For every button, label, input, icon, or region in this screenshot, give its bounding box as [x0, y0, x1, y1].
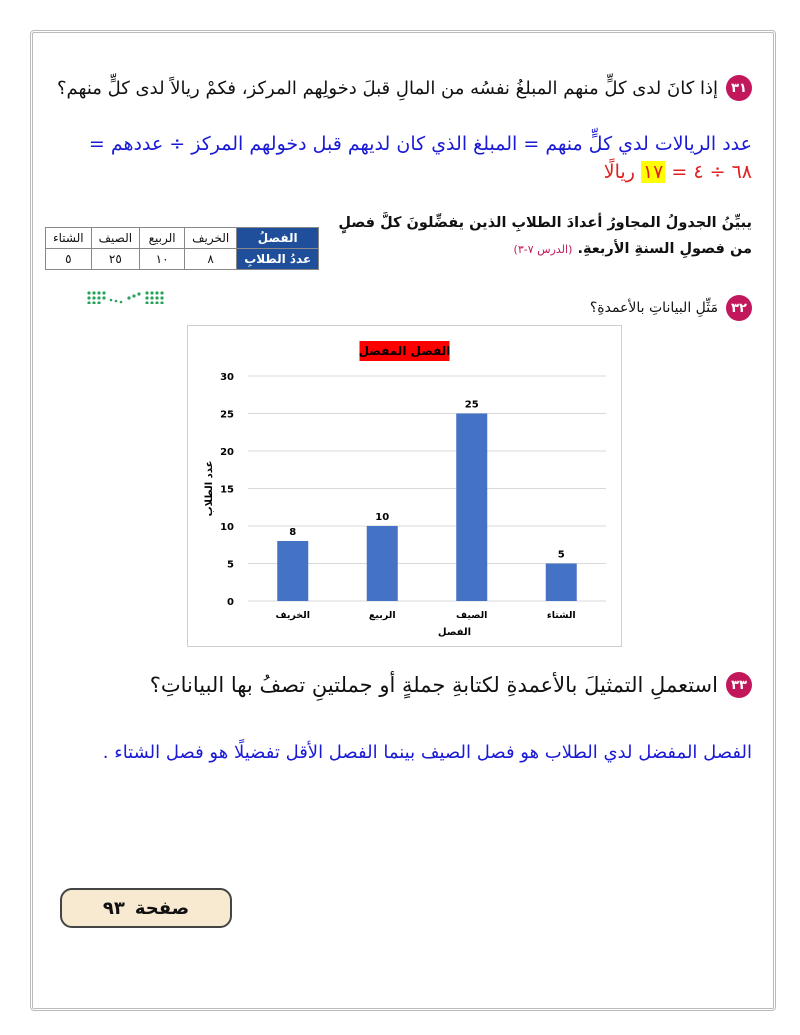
chart-title: الفصل المفضل — [358, 344, 451, 358]
y-tick-label: 10 — [220, 522, 234, 533]
bar-data-label: 8 — [289, 527, 297, 538]
table-cell: ١٠ — [140, 249, 185, 270]
question-31 — [57, 75, 752, 101]
table-header-cell: الفصلُ — [237, 228, 319, 249]
answer-unit: ريالًا — [603, 161, 635, 183]
table-cell: ٥ — [46, 249, 92, 270]
page-number-box — [60, 888, 232, 928]
chart-bar — [456, 414, 487, 602]
question-text: مَثِّلِ البياناتِ بالأعمدةِ؟ — [589, 300, 718, 316]
x-tick-label: الشتاء — [546, 610, 576, 621]
question-text: استعملِ التمثيلَ بالأعمدةِ لكتابةِ جملةٍ أو جملتينِ تصفُ بها البياناتِ؟ — [149, 673, 718, 697]
table-intro — [312, 210, 752, 263]
y-tick-label: 5 — [227, 559, 234, 571]
table-cell: الشتاء — [46, 228, 92, 249]
intro-text: يبيِّنُ الجدولُ المجاورُ أعدادَ الطلابِ الذين يفضِّلونَ كلَّ فصلٍ من فصولِ السنةِ الأربعةِ. — [338, 215, 752, 257]
question-number-badge: ٣٣ — [726, 672, 752, 698]
page-number: ٩٣ — [102, 897, 125, 919]
table-row — [46, 228, 319, 249]
x-tick-label: الربيع — [368, 610, 396, 621]
chart-bar — [367, 526, 398, 601]
x-axis-title: الفصل — [437, 627, 472, 638]
table-header-cell: عددُ الطلابِ — [237, 249, 319, 270]
chart-bar — [546, 564, 577, 602]
bar-chart-container — [187, 325, 622, 647]
table-cell: الخريف — [185, 228, 237, 249]
bar-data-label: 10 — [375, 512, 390, 523]
table-cell: الصيف — [91, 228, 139, 249]
table-cell: ٨ — [185, 249, 237, 270]
y-tick-label: 15 — [220, 484, 234, 496]
question-text: إذا كانَ لدى كلٍّ منهم المبلغُ نفسُه من المالِ قبلَ دخولِهم المركز، فكمْ ريالاً لدى كلٍّ منهم؟ — [57, 77, 718, 99]
answer-31 — [40, 130, 752, 186]
x-tick-label: الصيف — [456, 610, 488, 621]
lesson-reference: (الدرس ٧-٣) — [513, 243, 573, 256]
answer-line-1: عدد الريالات لدي كلٍّ منهم = المبلغ الذي كان لديهم قبل دخولهم المركز ÷ عددهم = — [88, 133, 752, 155]
y-axis-title: عدد الطلاب — [204, 460, 215, 517]
answer-line-2 — [40, 158, 752, 186]
table-cell: ٢٥ — [91, 249, 139, 270]
page-label: صفحة — [134, 897, 190, 919]
bar-data-label: 25 — [464, 399, 479, 411]
y-tick-label: 0 — [227, 597, 234, 608]
answer-33: الفصل المفضل لدي الطلاب هو فصل الصيف بينما الفصل الأقل تفضيلًا هو فصل الشتاء . — [102, 742, 752, 763]
y-tick-label: 30 — [220, 372, 234, 383]
bar-data-label: 5 — [557, 549, 565, 561]
decorative-dots-icon — [85, 290, 185, 304]
bar-chart — [188, 326, 621, 646]
answer-result-highlight: ١٧ — [642, 161, 664, 183]
table-row — [46, 249, 319, 270]
question-number-badge: ٣٢ — [726, 295, 752, 321]
x-tick-label: الخريف — [275, 610, 310, 621]
y-tick-label: 25 — [220, 409, 234, 421]
question-33 — [150, 672, 752, 698]
chart-bar — [277, 541, 308, 601]
season-table — [45, 227, 319, 270]
table-cell: الربيع — [140, 228, 185, 249]
question-number-badge: ٣١ — [726, 75, 752, 101]
answer-calculation: ٦٨ ÷ ٤ = — [671, 161, 752, 183]
y-tick-label: 20 — [220, 447, 234, 458]
question-32 — [590, 295, 752, 321]
